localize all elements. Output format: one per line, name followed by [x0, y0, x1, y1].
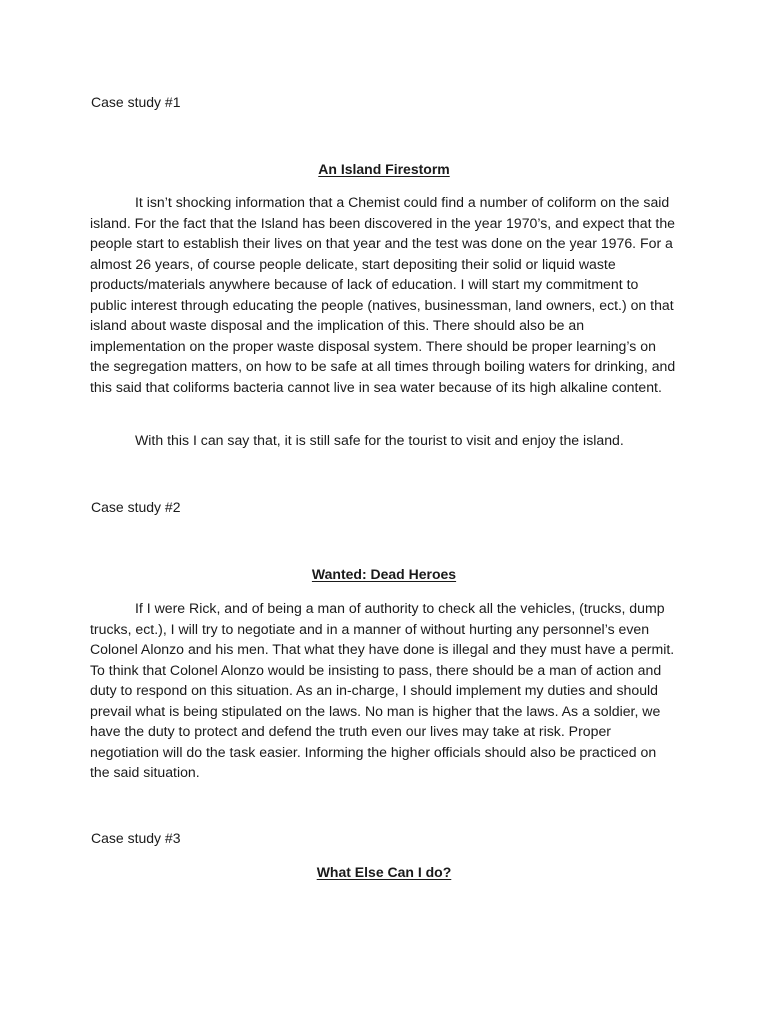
case-study-1-title: An Island Firestorm: [318, 161, 450, 177]
case-study-2-paragraph-1: If I were Rick, and of being a man of authority to check all the vehicles, (trucks, dump trucks, ect.), I will try to negotiate and in a manner of without hurting any personnel’s even Colonel Alonzo and his men. That what they have done is illegal and they must have a permit. To think that Colonel Alonzo would be insisting to pass, there should be a man of action and duty to respond on this situation. As an in-charge, I should implement my duties and should prevail what is being stipulated on the laws. No man is higher that the laws. As a soldier, we have the duty to protect and defend the truth even our lives may take at risk. Proper negotiation will do the task easier. Informing the higher officials should also be practiced on the said situation.: [90, 600, 675, 780]
case-study-3-label: Case study #3: [91, 830, 181, 846]
case-study-2-label: Case study #2: [91, 499, 181, 515]
case-study-1-label: Case study #1: [91, 94, 181, 110]
case-study-1-paragraph-1: It isn’t shocking information that a Chemist could find a number of coliform on the said island. For the fact that the Island has been discovered in the year 1970’s, and expect that the people start to establish their lives on that year and the test was done on the year 1976. For a almost 26 years, of course people delicate, start depositing their solid or liquid waste products/materials anywhere because of lack of education. I will start my commitment to public interest through educating the people (natives, businessman, land owners, ect.) on that island about waste disposal and the implication of this. There should also be an implementation on the proper waste disposal system. There should be proper learning’s on the segregation matters, on how to be safe at all times through boiling waters for drinking, and this said that coliforms bacteria cannot live in sea water because of its high alkaline content.: [90, 194, 676, 395]
case-study-3-title: What Else Can I do?: [316, 864, 452, 880]
case-study-2-title: Wanted: Dead Heroes: [311, 566, 457, 582]
case-study-1-paragraph-2: With this I can say that, it is still safe for the tourist to visit and enjoy the island.: [135, 432, 624, 448]
